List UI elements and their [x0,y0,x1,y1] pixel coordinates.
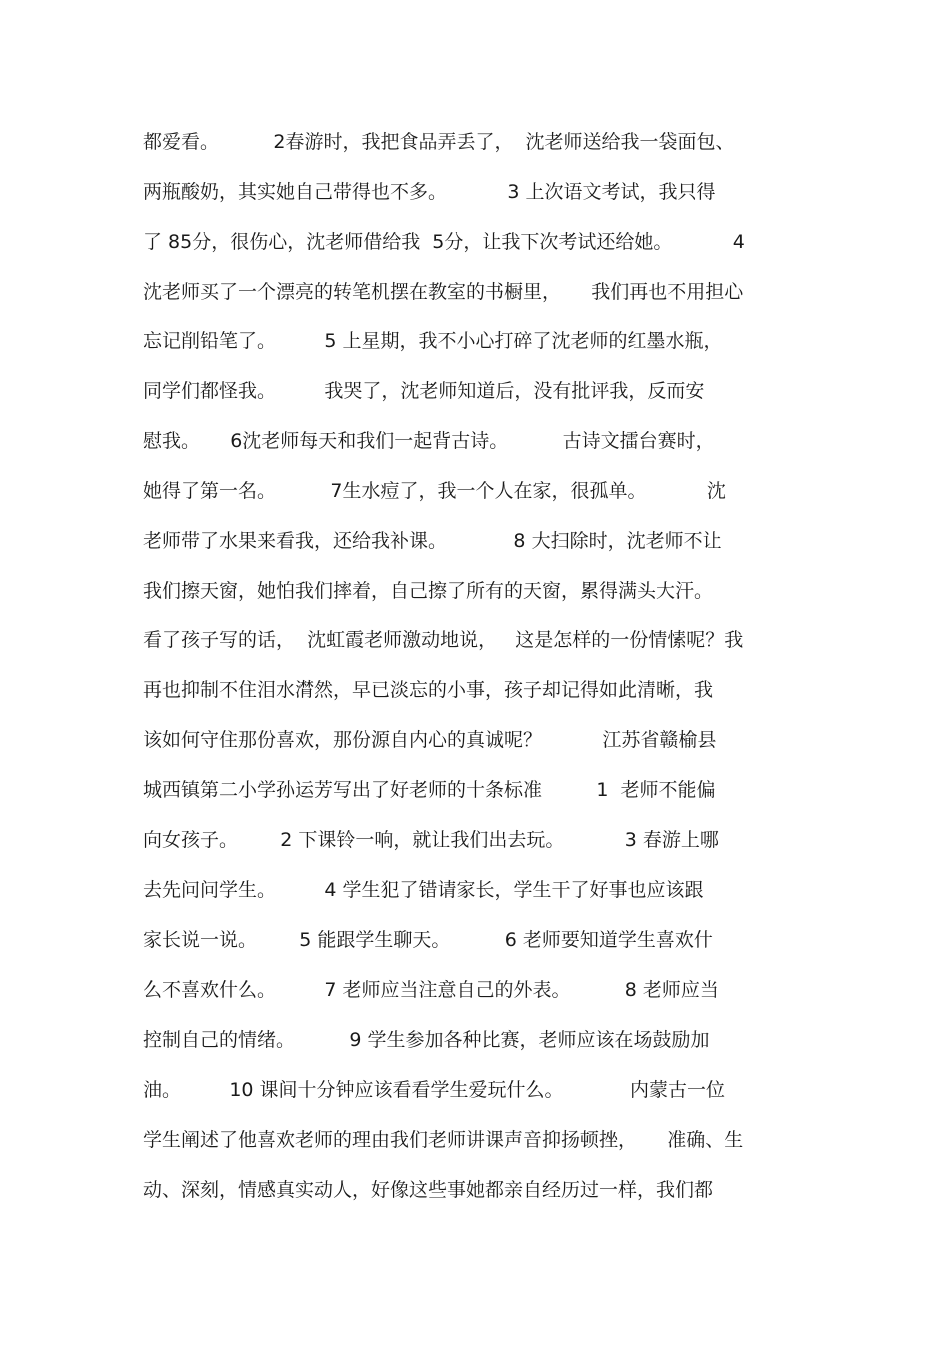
text-line: 控制自己的情绪。 9 学生参加各种比赛，老师应该在场鼓励加 [143,1029,710,1051]
text-line: 看了孩子写的话， 沈虹霞老师激动地说， 这是怎样的一份情愫呢？我 [143,629,744,651]
text-line: 同学们都怪我。 我哭了，沈老师知道后，没有批评我，反而安 [143,380,705,402]
text-line: 该如何守住那份喜欢，那份源自内心的真诚呢？ 江苏省赣榆县 [143,729,717,751]
text-line: 向女孩子。 2 下课铃一响，就让我们出去玩。 3 春游上哪 [143,829,719,851]
text-line: 动、深刻，情感真实动人，好像这些事她都亲自经历过一样，我们都 [143,1179,714,1201]
text-line: 两瓶酸奶，其实她自己带得也不多。 3 上次语文考试，我只得 [143,181,716,203]
text-line: 都爱看。 2春游时，我把食品弄丢了， 沈老师送给我一袋面包、 [143,131,735,153]
text-line: 家长说一说。 5 能跟学生聊天。 6 老师要知道学生喜欢什 [143,929,713,951]
text-line: 慰我。 6沈老师每天和我们一起背古诗。 古诗文擂台赛时， [143,430,715,452]
text-line: 去先问问学生。 4 学生犯了错请家长，学生干了好事也应该跟 [143,879,704,901]
text-line: 再也抑制不住泪水潸然，早已淡忘的小事，孩子却记得如此清晰，我 [143,679,714,701]
text-line: 了 85分，很伤心，沈老师借给我 5分，让我下次考试还给她。 4 [143,231,745,253]
text-line: 么不喜欢什么。 7 老师应当注意自己的外表。 8 老师应当 [143,979,719,1001]
text-line: 她得了第一名。 7生水痘了，我一个人在家，很孤单。 沈 [143,480,726,502]
text-line: 学生阐述了他喜欢老师的理由我们老师讲课声音抑扬顿挫， 准确、生 [143,1129,744,1151]
text-line: 城西镇第二小学孙运芳写出了好老师的十条标准 1 老师不能偏 [143,779,716,801]
text-line: 油。 10 课间十分钟应该看看学生爱玩什么。 内蒙古一位 [143,1079,725,1101]
text-line: 老师带了水果来看我，还给我补课。 8 大扫除时，沈老师不让 [143,530,722,552]
text-line: 我们擦天窗，她怕我们摔着，自己擦了所有的天窗，累得满头大汗。 [143,580,714,602]
text-line: 沈老师买了一个漂亮的转笔机摆在教室的书橱里， 我们再也不用担心 [143,281,744,303]
text-line: 忘记削铅笔了。 5 上星期，我不小心打碎了沈老师的红墨水瓶， [143,330,723,352]
